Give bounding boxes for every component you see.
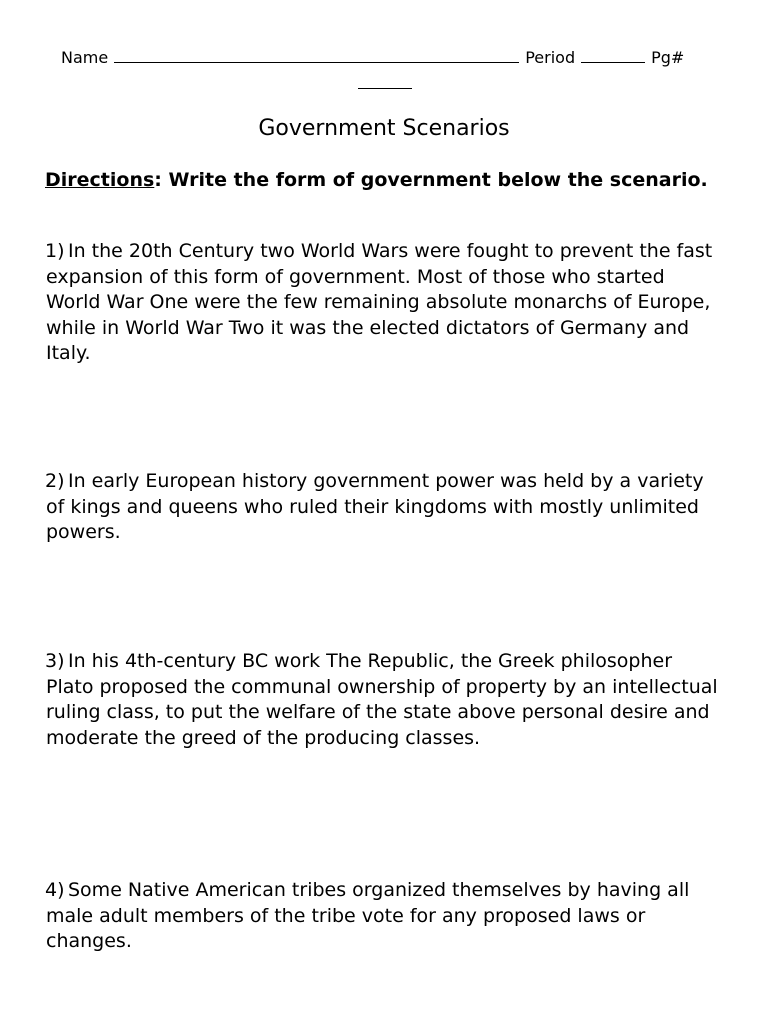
question-3	[45, 649, 725, 751]
name-label: Name	[61, 48, 109, 67]
question-number: 3)	[45, 650, 65, 672]
period-blank[interactable]	[581, 47, 645, 63]
period-label: Period	[525, 48, 576, 67]
question-number: 4)	[45, 879, 65, 901]
question-1	[45, 239, 725, 367]
question-text: Some Native American tribes organized themselves by having all male adult members of the tribe vote for any proposed laws or changes.	[46, 879, 690, 952]
page-title: Government Scenarios	[258, 116, 510, 141]
header-line	[61, 47, 721, 68]
question-number: 1)	[45, 240, 65, 262]
directions	[45, 160, 725, 200]
name-blank[interactable]	[114, 47, 519, 63]
directions-label: Directions	[45, 169, 155, 191]
pg-blank[interactable]	[358, 78, 412, 89]
directions-text: : Write the form of government below the scenario.	[154, 169, 708, 191]
pg-label: Pg#	[651, 48, 685, 67]
question-2	[45, 469, 725, 546]
question-4	[45, 878, 725, 955]
question-number: 2)	[45, 470, 65, 492]
question-text: In early European history government power was held by a variety of kings and queens who ruled their kingdoms with mostly unlimited powers.	[46, 470, 704, 543]
question-text: In his 4th-century BC work The Republic, the Greek philosopher Plato proposed the communal ownership of property by an intellectual ruling class, to put the welfare of the state above personal desire and moderate the greed of the producing classes.	[46, 650, 718, 749]
question-text: In the 20th Century two World Wars were fought to prevent the fast expansion of this form of government. Most of those who started World War One were the few remaining absolute monarchs of Europe, while in World War Two it was the elected dictators of Germany and Italy.	[46, 240, 713, 364]
